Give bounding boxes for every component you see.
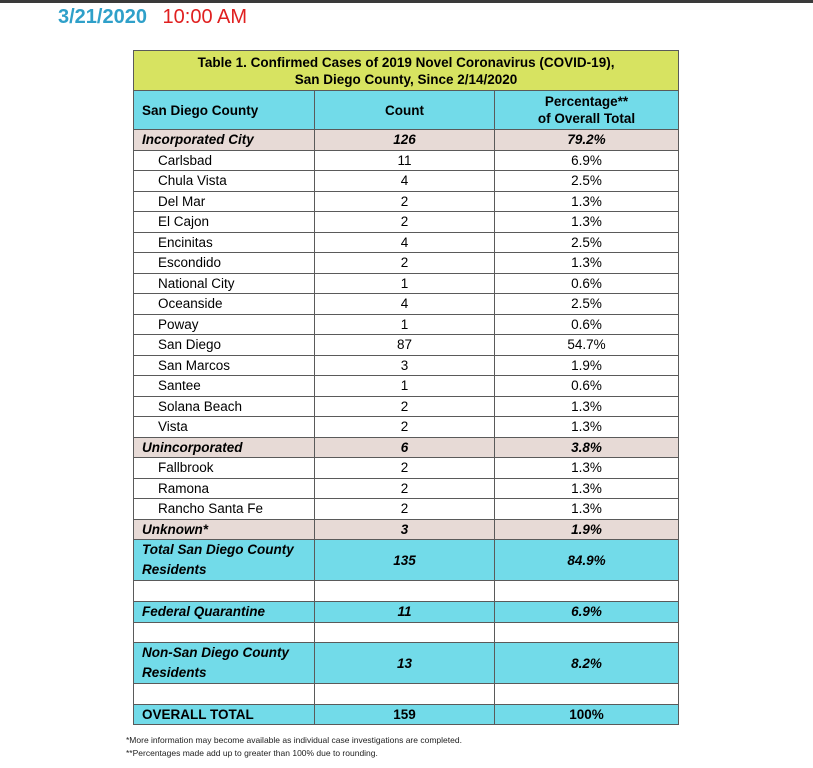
area-count: 2 [315, 458, 495, 479]
group-count: 126 [315, 130, 495, 151]
area-name: Ramona [134, 478, 315, 499]
city-name: El Cajon [134, 212, 315, 233]
city-count: 2 [315, 212, 495, 233]
non-residents-label-line1: Non-San Diego County [142, 645, 289, 660]
city-name: Vista [134, 417, 315, 438]
table-row [134, 232, 679, 253]
city-count: 3 [315, 355, 495, 376]
report-time: 10:00 AM [162, 6, 248, 28]
group-percentage: 3.8% [495, 437, 679, 458]
non-residents-label-line2: Residents [142, 665, 207, 680]
table-row [134, 499, 679, 520]
city-percentage: 0.6% [495, 314, 679, 335]
group-row-unincorporated [134, 437, 679, 458]
non-residents-count: 13 [315, 643, 495, 684]
group-percentage: 1.9% [495, 519, 679, 540]
city-name: Encinitas [134, 232, 315, 253]
area-name: Fallbrook [134, 458, 315, 479]
cases-table [133, 50, 679, 725]
footnote-1: *More information may become available as individual case investigations are completed. [126, 735, 462, 745]
city-name: Solana Beach [134, 396, 315, 417]
column-header-row [134, 91, 679, 130]
percentage-header-line2: of Overall Total [537, 111, 636, 126]
table-row [134, 273, 679, 294]
city-name: Del Mar [134, 191, 315, 212]
city-count: 1 [315, 314, 495, 335]
total-residents-label-line1: Total San Diego County [142, 542, 294, 557]
top-border [0, 0, 813, 3]
total-residents-label [134, 540, 315, 581]
table-row [134, 253, 679, 274]
non-residents-percentage: 8.2% [495, 643, 679, 684]
city-name: Poway [134, 314, 315, 335]
total-residents-count: 135 [315, 540, 495, 581]
spacer-row [134, 684, 679, 705]
overall-total-row [134, 704, 679, 725]
city-name: Chula Vista [134, 171, 315, 192]
city-count: 4 [315, 171, 495, 192]
table-row [134, 376, 679, 397]
city-count: 2 [315, 253, 495, 274]
city-count: 1 [315, 376, 495, 397]
area-percentage: 1.3% [495, 478, 679, 499]
footnotes [126, 734, 462, 760]
column-header-name: San Diego County [134, 91, 315, 130]
footnote-2: **Percentages made add up to greater than 100% due to rounding. [126, 748, 378, 758]
group-label: Unincorporated [134, 437, 315, 458]
area-count: 2 [315, 499, 495, 520]
table-row [134, 150, 679, 171]
city-name: San Diego [134, 335, 315, 356]
area-name: Rancho Santa Fe [134, 499, 315, 520]
group-count: 6 [315, 437, 495, 458]
overall-total-label: OVERALL TOTAL [134, 704, 315, 725]
non-residents-row [134, 643, 679, 684]
federal-quarantine-percentage: 6.9% [495, 601, 679, 622]
city-count: 4 [315, 232, 495, 253]
table-title [134, 51, 679, 91]
city-name: National City [134, 273, 315, 294]
city-count: 2 [315, 191, 495, 212]
report-timestamp [58, 6, 247, 29]
spacer-row [134, 581, 679, 602]
city-percentage: 2.5% [495, 294, 679, 315]
overall-total-percentage: 100% [495, 704, 679, 725]
report-date: 3/21/2020 [58, 6, 147, 28]
spacer-row [134, 622, 679, 643]
city-name: Carlsbad [134, 150, 315, 171]
city-percentage: 1.3% [495, 253, 679, 274]
column-header-count: Count [315, 91, 495, 130]
federal-quarantine-count: 11 [315, 601, 495, 622]
area-percentage: 1.3% [495, 458, 679, 479]
total-residents-percentage: 84.9% [495, 540, 679, 581]
group-count: 3 [315, 519, 495, 540]
federal-quarantine-label: Federal Quarantine [134, 601, 315, 622]
city-name: Santee [134, 376, 315, 397]
table-title-line2: San Diego County, Since 2/14/2020 [294, 71, 518, 87]
table-row [134, 212, 679, 233]
area-count: 2 [315, 478, 495, 499]
column-header-percentage [495, 91, 679, 130]
city-percentage: 0.6% [495, 376, 679, 397]
non-residents-label [134, 643, 315, 684]
city-count: 4 [315, 294, 495, 315]
group-label: Unknown* [134, 519, 315, 540]
city-count: 11 [315, 150, 495, 171]
federal-quarantine-row [134, 601, 679, 622]
city-percentage: 2.5% [495, 232, 679, 253]
table-row [134, 335, 679, 356]
city-name: Oceanside [134, 294, 315, 315]
table-row [134, 294, 679, 315]
city-percentage: 54.7% [495, 335, 679, 356]
city-percentage: 1.3% [495, 417, 679, 438]
city-name: San Marcos [134, 355, 315, 376]
group-label: Incorporated City [134, 130, 315, 151]
table-row [134, 458, 679, 479]
city-percentage: 1.3% [495, 212, 679, 233]
city-name: Escondido [134, 253, 315, 274]
percentage-header-line1: Percentage** [544, 94, 629, 109]
city-count: 87 [315, 335, 495, 356]
city-count: 2 [315, 396, 495, 417]
area-percentage: 1.3% [495, 499, 679, 520]
city-percentage: 1.3% [495, 396, 679, 417]
city-percentage: 6.9% [495, 150, 679, 171]
group-row-unknown [134, 519, 679, 540]
city-percentage: 1.9% [495, 355, 679, 376]
overall-total-count: 159 [315, 704, 495, 725]
table-row [134, 355, 679, 376]
group-row-incorporated [134, 130, 679, 151]
table-row [134, 478, 679, 499]
table-title-line1: Table 1. Confirmed Cases of 2019 Novel Coronavirus (COVID-19), [197, 54, 615, 70]
table-row [134, 417, 679, 438]
city-count: 1 [315, 273, 495, 294]
table-title-row [134, 51, 679, 91]
group-percentage: 79.2% [495, 130, 679, 151]
total-residents-label-line2: Residents [142, 562, 207, 577]
total-residents-row [134, 540, 679, 581]
city-percentage: 0.6% [495, 273, 679, 294]
table-row [134, 191, 679, 212]
city-percentage: 1.3% [495, 191, 679, 212]
table-row [134, 396, 679, 417]
city-count: 2 [315, 417, 495, 438]
table-row [134, 171, 679, 192]
city-percentage: 2.5% [495, 171, 679, 192]
table-row [134, 314, 679, 335]
